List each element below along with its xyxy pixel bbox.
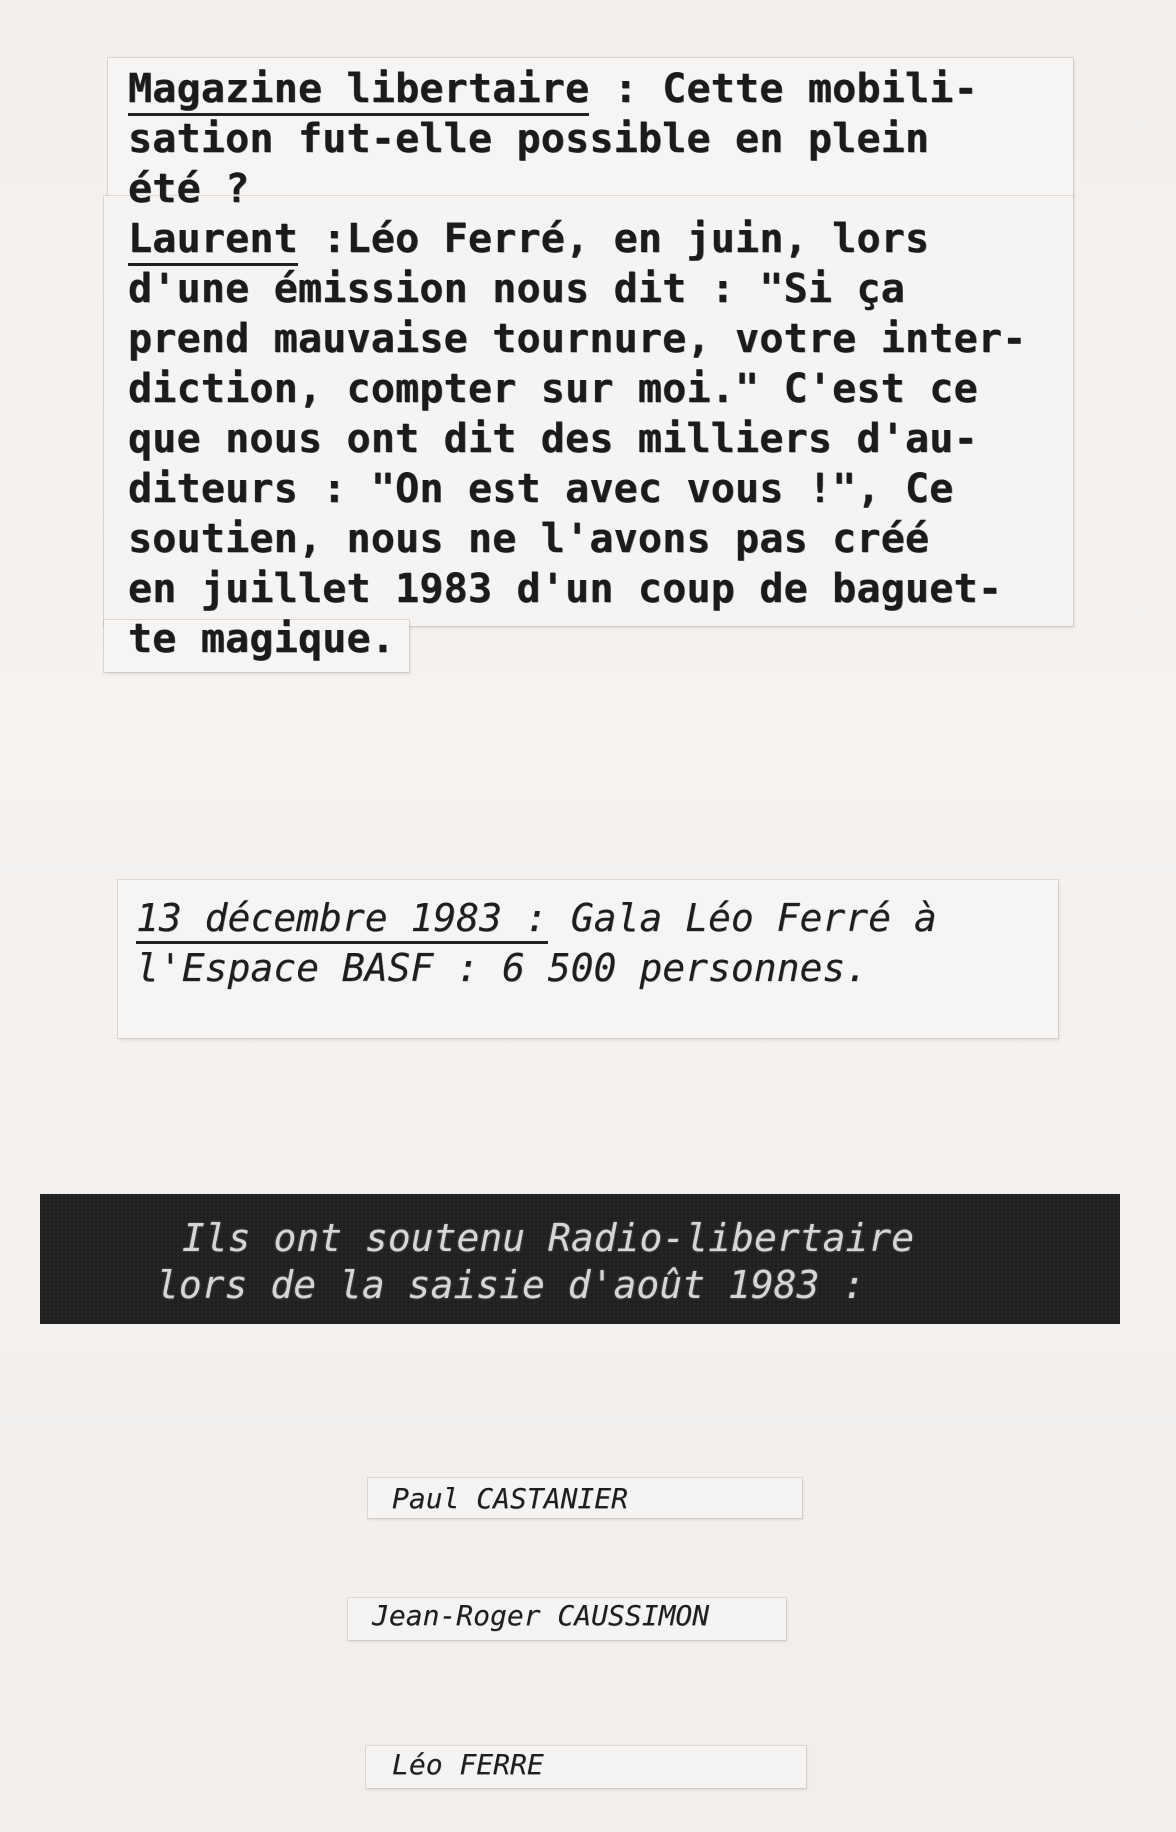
interview-line-11: en juillet 1983 d'un coup de baguet- <box>128 566 1003 612</box>
interview-line-3: été ? <box>128 166 250 212</box>
interview-line-9: diteurs : "On est avec vous !", Ce <box>128 466 954 512</box>
question-label: Magazine libertaire <box>128 66 589 116</box>
banner-line-2: lors de la saisie d'août 1983 : <box>156 1263 866 1307</box>
banner-line-1: Ils ont soutenu Radio-libertaire <box>182 1216 915 1260</box>
gala-line-2: l'Espace BASF : 6 500 personnes. <box>136 946 869 990</box>
interview-line-10: soutien, nous ne l'avons pas créé <box>128 516 930 562</box>
gala-text <box>136 893 937 993</box>
interview-text <box>128 64 1026 664</box>
supporter-name-1: Paul CASTANIER <box>392 1482 629 1515</box>
interview-line-6: prend mauvaise tournure, votre inter- <box>128 316 1027 362</box>
interview-line-5: d'une émission nous dit : "Si ça <box>128 266 906 312</box>
interview-line-8: que nous ont dit des milliers d'au- <box>128 416 978 462</box>
supporter-name-2: Jean-Roger CAUSSIMON <box>372 1599 710 1632</box>
interview-line-2: sation fut-elle possible en plein <box>128 116 930 162</box>
answer-label: Laurent <box>128 216 298 266</box>
interview-line-7: diction, compter sur moi." C'est ce <box>128 366 978 412</box>
interview-line-12: te magique. <box>128 616 396 662</box>
interview-line-1: Magazine libertaire : Cette mobili- <box>128 64 1026 114</box>
interview-line-4: Laurent :Léo Ferré, en juin, lors <box>128 214 1026 264</box>
gala-line-1: 13 décembre 1983 : Gala Léo Ferré à <box>136 893 937 943</box>
gala-date: 13 décembre 1983 : <box>136 896 548 944</box>
supporter-name-3: Léo FERRE <box>392 1748 544 1781</box>
